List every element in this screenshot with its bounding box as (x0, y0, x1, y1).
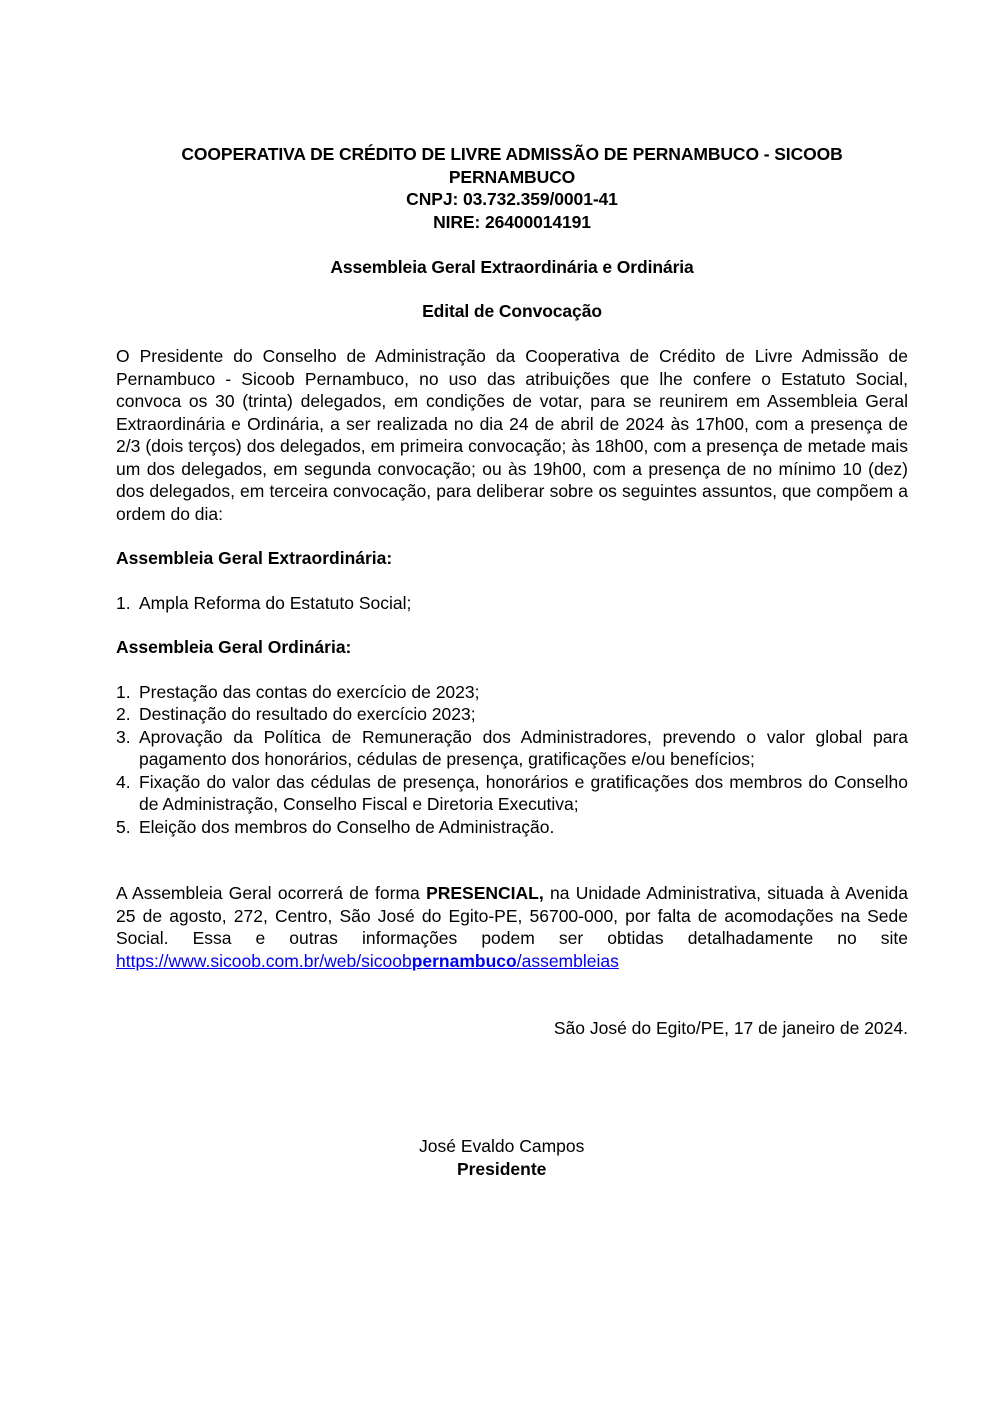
list-text: Prestação das contas do exercício de 2023; (139, 681, 480, 702)
signer-role: Presidente (456, 1158, 547, 1179)
signature-block (419, 1135, 584, 1180)
list-text: Aprovação da Política de Remuneração dos Administradores, prevendo o valor global para pagamento dos honorários, cédulas de presença, gratificações e/ou benefícios; (139, 726, 908, 769)
list-text: Fixação do valor das cédulas de presença, honorários e gratificações dos membros do Conselho de Administração, Conselho Fiscal e Diretoria Executiva; (139, 771, 908, 814)
document-title: Assembleia Geral Extraordinária e Ordinária (330, 257, 694, 277)
list-item (116, 726, 908, 771)
document-page (116, 143, 908, 1040)
signer-name: José Evaldo Campos (419, 1136, 585, 1156)
notice-text-start: A Assembleia Geral ocorrerá de forma (116, 883, 427, 903)
list-number: 1. (116, 592, 131, 613)
list-number: 4. (116, 771, 131, 792)
cnpj: CNPJ: 03.732.359/0001-41 (406, 189, 618, 209)
list-text: Destinação do resultado do exercício 2023; (139, 704, 476, 724)
org-name-line1: COOPERATIVA DE CRÉDITO DE LIVRE ADMISSÃO DE PERNAMBUCO - SICOOB (181, 144, 843, 164)
list-text: Eleição dos membros do Conselho de Administração. (139, 816, 555, 837)
org-name-line2: PERNAMBUCO (448, 166, 576, 187)
link-part3[interactable]: /assembleias (516, 950, 619, 971)
list-item (116, 592, 908, 615)
notice-paragraph (116, 882, 908, 972)
list-number: 3. (116, 726, 131, 747)
extraordinary-list (116, 592, 908, 615)
ordinary-list (116, 681, 908, 839)
list-number: 2. (116, 704, 131, 724)
assembleias-link[interactable] (116, 951, 619, 971)
list-text: Ampla Reforma do Estatuto Social; (139, 592, 412, 613)
list-number: 1. (116, 681, 131, 702)
list-item (116, 681, 908, 704)
list-item (116, 771, 908, 816)
list-item (116, 816, 908, 839)
intro-paragraph: O Presidente do Conselho de Administração da Cooperativa de Crédito de Livre Admissão de Pernambuco - Sicoob Pernambuco, no uso das atribuições que lhe confere o Estatuto Social, convoca os 30 (trinta) delegados, em condições de votar, para se reunirem em Assembleia Geral Extraordinária e Ordinária, a ser realizada no dia 24 de abril de 2024 às 17h00, com a presença de 2/3 (dois terços) dos delegados, em primeira convocação; às 18h00, com a presença de metade mais um dos delegados, em segunda convocação; ou às 19h00, com a presença de no mínimo 10 (dez) dos delegados, em terceira convocação, para deliberar sobre os seguintes assuntos, que compõem a ordem do dia: (116, 346, 908, 524)
link-part2[interactable]: pernambuco (411, 950, 517, 971)
extraordinary-heading: Assembleia Geral Extraordinária: (116, 548, 393, 568)
notice-presencial: PRESENCIAL, (426, 883, 544, 903)
ordinary-heading: Assembleia Geral Ordinária: (116, 637, 352, 657)
list-item (116, 703, 908, 726)
notice-text-middle: na Unidade Administrativa, situada à Avenida 25 de agosto, 272, Centro, São José do Egito-PE, 56700-000, por falta de acomodações na Sede Social. Essa e outras informações podem ser obtidas detalhadamente no site (116, 883, 908, 948)
link-part1[interactable]: https://www.sicoob.com.br/web/sicoob (116, 950, 412, 971)
list-number: 5. (116, 816, 131, 837)
document-subtitle: Edital de Convocação (422, 300, 602, 321)
place-date: São José do Egito/PE, 17 de janeiro de 2024. (553, 1018, 908, 1038)
nire: NIRE: 26400014191 (433, 211, 591, 232)
